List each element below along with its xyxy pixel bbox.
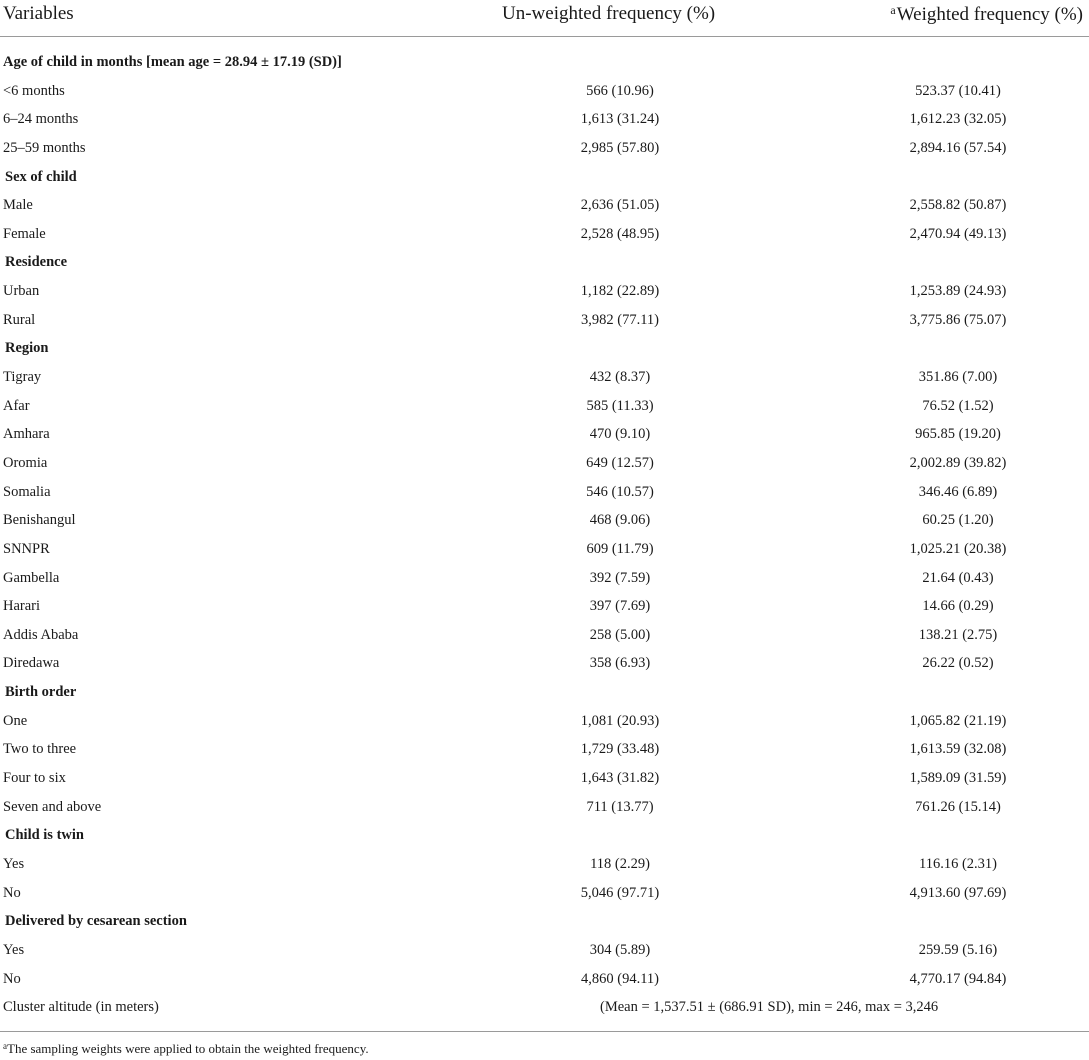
weighted-cell: 1,589.09 (31.59)	[909, 770, 1007, 787]
row-label: Benishangul	[3, 512, 76, 529]
weighted-cell: 965.85 (19.20)	[915, 426, 1001, 443]
row-label: 25–59 months	[3, 139, 86, 156]
row-label: Male	[3, 197, 33, 214]
row-label: Female	[3, 225, 46, 242]
weighted-cell: 2,470.94 (49.13)	[909, 225, 1007, 242]
unweighted-cell: 468 (9.06)	[589, 512, 651, 529]
row-label: 6–24 months	[3, 111, 79, 128]
weighted-cell: 2,558.82 (50.87)	[909, 197, 1007, 214]
weighted-cell: 1,025.21 (20.38)	[909, 540, 1007, 557]
weighted-cell: 21.64 (0.43)	[922, 569, 994, 586]
section-header-row	[0, 163, 1089, 192]
unweighted-cell: 4,860 (94.11)	[581, 970, 659, 987]
row-label: Harari	[3, 598, 41, 615]
section-header-row	[0, 678, 1089, 707]
table-row	[0, 850, 1089, 879]
unweighted-cell: 546 (10.57)	[586, 483, 654, 500]
row-label: SNNPR	[3, 540, 50, 557]
row-label: Diredawa	[3, 655, 60, 672]
table-row	[0, 592, 1089, 621]
unweighted-cell: 1,613 (31.24)	[580, 111, 660, 128]
table-row	[0, 105, 1089, 134]
row-label: Somalia	[3, 483, 51, 500]
table-row	[0, 535, 1089, 564]
unweighted-cell: 1,729 (33.48)	[580, 741, 660, 758]
weighted-cell: 1,612.23 (32.05)	[909, 111, 1007, 128]
weighted-cell: 60.25 (1.20)	[922, 512, 994, 529]
section-header-row	[0, 334, 1089, 363]
row-label: Four to six	[3, 770, 66, 787]
header-weighted-marker: a	[890, 3, 896, 17]
row-label: Seven and above	[3, 798, 102, 815]
table-header	[0, 0, 1089, 37]
table-body	[0, 48, 1089, 1022]
row-label: No	[3, 970, 21, 987]
table-row	[0, 936, 1089, 965]
table-row	[0, 277, 1089, 306]
table-bottom-rule	[0, 1031, 1089, 1032]
section-header-row	[0, 48, 1089, 77]
weighted-cell: 259.59 (5.16)	[918, 941, 998, 958]
unweighted-cell: 118 (2.29)	[590, 855, 650, 872]
unweighted-cell: 392 (7.59)	[589, 569, 651, 586]
section-label: Age of child in months [mean age = 28.94 ± 17.19 (SD)]	[3, 54, 342, 70]
row-label: Oromia	[3, 454, 48, 471]
section-label: Child is twin	[5, 827, 84, 844]
header-unweighted: Un-weighted frequency (%)	[502, 3, 716, 24]
row-label: Urban	[3, 283, 40, 300]
unweighted-cell: 566 (10.96)	[586, 82, 654, 99]
weighted-cell: 76.52 (1.52)	[922, 397, 994, 414]
weighted-cell: 3,775.86 (75.07)	[909, 311, 1007, 328]
section-label: Sex of child	[5, 168, 77, 185]
weighted-cell: 523.37 (10.41)	[915, 82, 1001, 99]
table-row	[0, 449, 1089, 478]
row-label: Addis Ababa	[3, 626, 79, 643]
header-variables: Variables	[3, 3, 74, 24]
unweighted-cell: 258 (5.00)	[589, 626, 651, 643]
section-header-row	[0, 907, 1089, 936]
table-row	[0, 764, 1089, 793]
unweighted-cell: 2,985 (57.80)	[580, 139, 660, 156]
unweighted-cell: 5,046 (97.71)	[580, 884, 660, 901]
weighted-cell: 346.46 (6.89)	[918, 483, 998, 500]
weighted-cell: 2,002.89 (39.82)	[909, 454, 1007, 471]
weighted-cell: 2,894.16 (57.54)	[909, 139, 1007, 156]
table-row	[0, 965, 1089, 994]
weighted-cell: 1,253.89 (24.93)	[909, 283, 1007, 300]
section-header-row	[0, 821, 1089, 850]
table-row	[0, 191, 1089, 220]
unweighted-cell: 3,982 (77.11)	[581, 311, 659, 328]
weighted-cell: 1,613.59 (32.08)	[909, 741, 1007, 758]
weighted-cell: 14.66 (0.29)	[922, 598, 994, 615]
table-row	[0, 392, 1089, 421]
footnote-marker: a	[3, 1041, 7, 1051]
unweighted-cell: 609 (11.79)	[586, 540, 654, 557]
unweighted-cell: 470 (9.10)	[589, 426, 651, 443]
table-row	[0, 478, 1089, 507]
unweighted-cell: 397 (7.69)	[589, 598, 651, 615]
weighted-cell: 351.86 (7.00)	[918, 369, 998, 386]
section-label: Delivered by cesarean section	[5, 913, 187, 930]
weighted-cell: 4,770.17 (94.84)	[909, 970, 1007, 987]
weighted-cell: 26.22 (0.52)	[922, 655, 994, 672]
row-label: Yes	[3, 941, 25, 958]
unweighted-cell: 649 (12.57)	[586, 454, 654, 471]
row-label: No	[3, 884, 21, 901]
row-label: <6 months	[3, 82, 65, 99]
table-row	[0, 621, 1089, 650]
weighted-cell: 761.26 (15.14)	[915, 798, 1001, 815]
row-label: Afar	[3, 397, 30, 414]
table-row	[0, 363, 1089, 392]
unweighted-cell: 2,528 (48.95)	[580, 225, 660, 242]
header-weighted-label: Weighted frequency (%)	[896, 4, 1083, 25]
row-label: Amhara	[3, 426, 50, 443]
unweighted-cell: 432 (8.37)	[589, 369, 651, 386]
table-row	[0, 506, 1089, 535]
weighted-cell: 116.16 (2.31)	[919, 855, 997, 872]
unweighted-cell: 1,643 (31.82)	[580, 770, 660, 787]
table-row	[0, 707, 1089, 736]
spanning-value-cell: (Mean = 1,537.51 ± (686.91 SD), min = 246, max = 3,246	[600, 999, 939, 1016]
unweighted-cell: 2,636 (51.05)	[580, 197, 660, 214]
row-label: Rural	[3, 311, 36, 328]
table-row	[0, 134, 1089, 163]
row-label: Gambella	[3, 569, 60, 586]
unweighted-cell: 711 (13.77)	[586, 798, 654, 815]
row-label: Cluster altitude (in meters)	[3, 999, 159, 1016]
unweighted-cell: 1,182 (22.89)	[580, 283, 660, 300]
table-row	[0, 993, 1089, 1022]
header-weighted	[890, 3, 1083, 26]
table-row	[0, 649, 1089, 678]
section-header-row	[0, 248, 1089, 277]
table-row	[0, 879, 1089, 908]
unweighted-cell: 1,081 (20.93)	[580, 712, 660, 729]
weighted-cell: 138.21 (2.75)	[918, 626, 998, 643]
table-row	[0, 735, 1089, 764]
table-row	[0, 564, 1089, 593]
section-label: Birth order	[5, 684, 77, 701]
row-label: Tigray	[3, 369, 42, 386]
row-label: One	[3, 712, 28, 729]
table-row	[0, 793, 1089, 822]
table-row	[0, 77, 1089, 106]
weighted-cell: 1,065.82 (21.19)	[909, 712, 1007, 729]
table-row	[0, 306, 1089, 335]
unweighted-cell: 358 (6.93)	[589, 655, 651, 672]
unweighted-cell: 585 (11.33)	[586, 397, 654, 414]
weighted-cell: 4,913.60 (97.69)	[909, 884, 1007, 901]
table-row	[0, 420, 1089, 449]
row-label: Two to three	[3, 741, 77, 758]
row-label: Yes	[3, 855, 25, 872]
table-row	[0, 220, 1089, 249]
section-label: Residence	[5, 254, 68, 271]
footnote-text: The sampling weights were applied to obtain the weighted frequency.	[7, 1041, 369, 1056]
table-footnote	[3, 1041, 369, 1057]
unweighted-cell: 304 (5.89)	[589, 941, 651, 958]
section-label: Region	[5, 340, 49, 357]
